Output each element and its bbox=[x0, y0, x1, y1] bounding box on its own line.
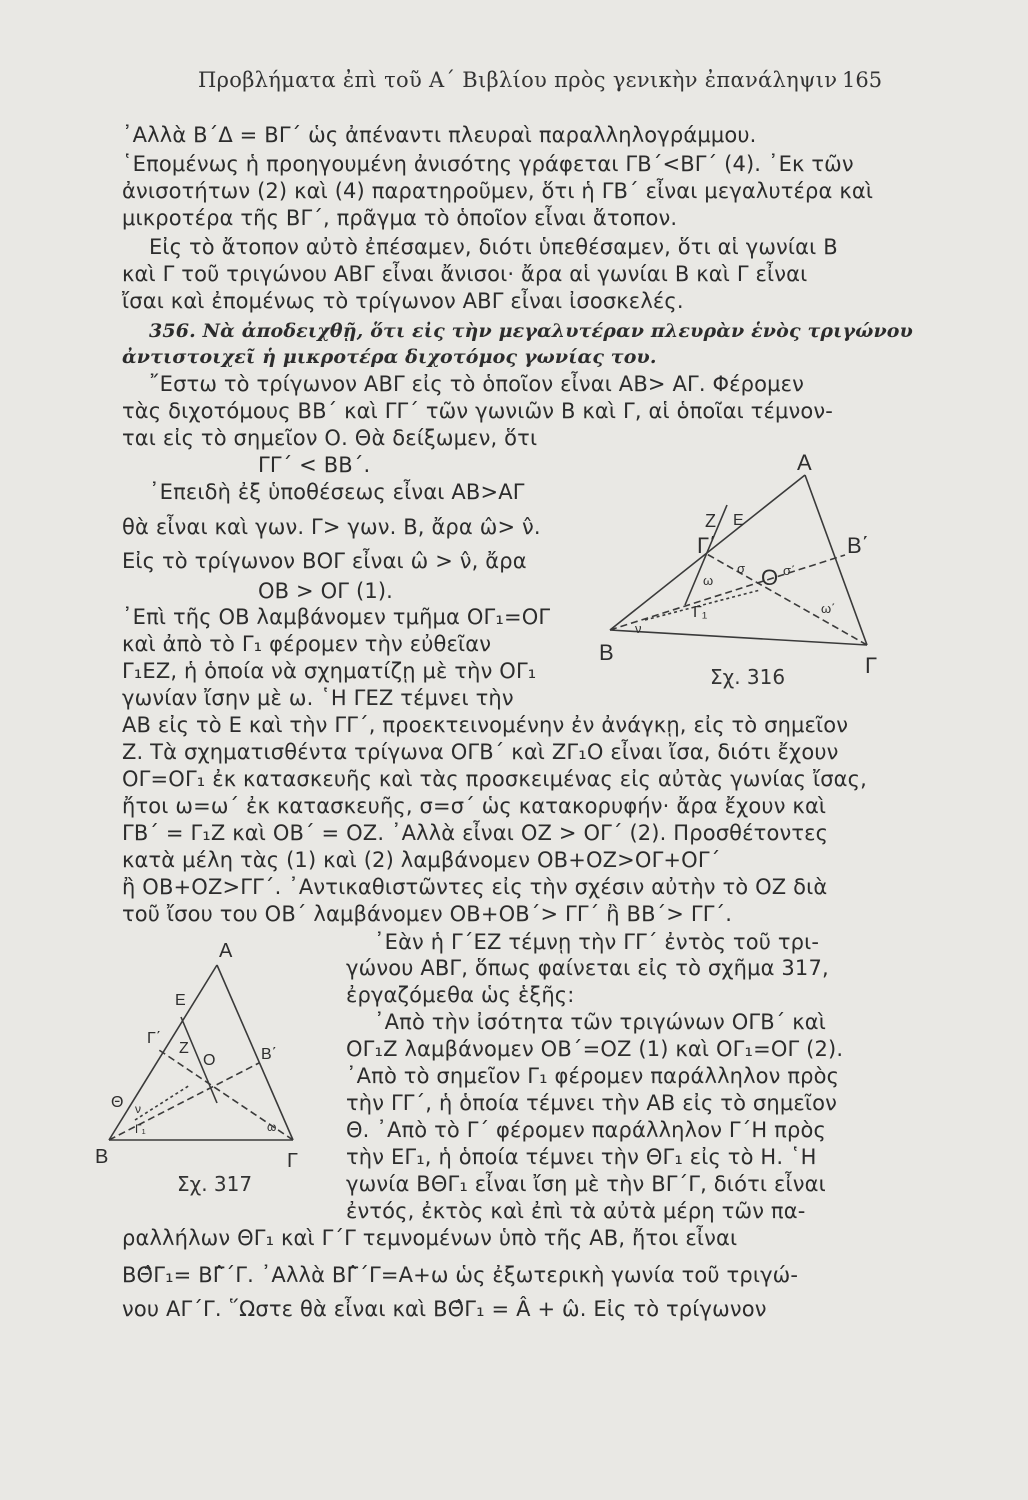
text-line: ῾Επομένως ἡ προηγουμένη ἀνισότης γράφεται ΓΒ΄<ΒΓ΄ (4). ᾿Εκ τῶν bbox=[122, 152, 854, 176]
text-line: ται εἰς τὸ σημεῖον Ο. Θὰ δείξωμεν, ὅτι bbox=[122, 426, 538, 450]
text-line: ἐργαζόμεθα ὡς ἑξῆς: bbox=[346, 983, 575, 1007]
text-line: ῎Εστω τὸ τρίγωνον ΑΒΓ εἰς τὸ ὁποῖον εἶναι ΑΒ> ΑΓ. Φέρομεν bbox=[149, 372, 805, 396]
fig316-label: Γ΄ bbox=[697, 533, 717, 558]
text-line: ἴσαι καὶ ἐπομένως τὸ τρίγωνον ΑΒΓ εἶναι ἰσοσκελές. bbox=[122, 289, 684, 313]
text-line: ᾿Απὸ τὸ σημεῖον Γ₁ φέρομεν παράλληλον πρὸς bbox=[346, 1064, 840, 1088]
text-line: ᾿Απὸ τὴν ἰσότητα τῶν τριγώνων ΟΓΒ΄ καὶ bbox=[374, 1010, 827, 1034]
text-line: ἤτοι ω=ω΄ ἐκ κατασκευῆς, σ=σ΄ ὡς κατακορυφήν· ἄρα ἔχουν καὶ bbox=[122, 794, 827, 818]
problem-number: 356. bbox=[149, 320, 196, 342]
text-line: Γ₁ΕΖ, ἡ ὁποία νὰ σχηματίζῃ μὲ τὴν ΟΓ₁ bbox=[122, 659, 537, 683]
fig317-label: Β΄ bbox=[261, 1046, 277, 1063]
text-line: τὴν ΕΓ₁, ἡ ὁποία τέμνει τὴν ΘΓ₁ εἰς τὸ Η. ῾Η bbox=[346, 1145, 817, 1169]
text-line: ᾿Επειδὴ ἐξ ὑποθέσεως εἶναι ΑΒ>ΑΓ bbox=[149, 480, 525, 504]
running-head: Προβλήματα ἐπὶ τοῦ Α΄ Βιβλίου πρὸς γενικὴν ἐπανάληψιν bbox=[198, 68, 838, 92]
text-line: μικροτέρα τῆς ΒΓ΄, πρᾶγμα τὸ ὁποῖον εἶναι ἄτοπον. bbox=[122, 206, 678, 230]
text-line: Εἰς τὸ ἄτοπον αὐτὸ ἐπέσαμεν, διότι ὑπεθέσαμεν, ὅτι αἱ γωνίαι Β bbox=[149, 235, 838, 259]
text-line: ᾿Αλλὰ Β΄Δ = ΒΓ΄ ὡς ἀπέναντι πλευραὶ παραλληλογράμμου. bbox=[122, 123, 757, 147]
text-line: καὶ Γ τοῦ τριγώνου ΑΒΓ εἶναι ἄνισοι· ἄρα αἱ γωνίαι Β καὶ Γ εἶναι bbox=[122, 262, 808, 286]
figure-316-drawing bbox=[585, 445, 885, 685]
text-line: Εἰς τὸ τρίγωνον ΒΟΓ εἶναι ω̂ > ν̂, ἄρα bbox=[122, 549, 527, 573]
text-line: ἢ ΟΒ+ΟΖ>ΓΓ΄. ᾿Αντικαθιστῶντες εἰς τὴν σχέσιν αὐτὴν τὸ ΟΖ διὰ bbox=[122, 875, 828, 899]
fig316-label: σ΄ bbox=[783, 563, 796, 578]
text-line: νου ΑΓ΄Γ. ῞Ωστε θὰ εἶναι καὶ ΒΘ̂Γ₁ = Â + ω̂. Εἰς τὸ τρίγωνον bbox=[122, 1297, 767, 1321]
fig317-label: Γ₁ bbox=[135, 1122, 146, 1136]
fig316-label: Α bbox=[797, 450, 812, 475]
text-line: Θ. ᾿Απὸ τὸ Γ΄ φέρομεν παράλληλον Γ΄Η πρὸς bbox=[346, 1118, 826, 1142]
figure-317-caption: Σχ. 317 bbox=[177, 1172, 253, 1196]
fig316-label: Β΄ bbox=[847, 533, 869, 558]
figure-316 bbox=[585, 445, 885, 689]
problem-statement bbox=[149, 318, 913, 344]
text-line: κατὰ μέλη τὰς (1) καὶ (2) λαμβάνομεν ΟΒ+ΟΖ>ΟΓ+ΟΓ΄ bbox=[122, 848, 721, 872]
text-line: Ζ. Τὰ σχηματισθέντα τρίγωνα ΟΓΒ΄ καὶ ΖΓ₁Ο εἶναι ἴσα, διότι ἔχουν bbox=[122, 740, 839, 764]
figure-316-caption: Σχ. 316 bbox=[710, 665, 786, 689]
text-line: γωνίαν ἴσην μὲ ω. ῾Η ΓΕΖ τέμνει τὴν bbox=[122, 686, 514, 710]
text-line: γώνου ΑΒΓ, ὅπως φαίνεται εἰς τὸ σχῆμα 317, bbox=[346, 956, 829, 980]
text-line: ἐντός, ἐκτὸς καὶ ἐπὶ τὰ αὐτὰ μέρη τῶν πα- bbox=[346, 1199, 806, 1223]
problem-statement-line-1: Νὰ ἀποδειχθῇ, ὅτι εἰς τὴν μεγαλυτέραν πλευρὰν ἑνὸς τριγώνου bbox=[202, 320, 913, 342]
fig316-label: Ε bbox=[733, 512, 744, 529]
fig317-label: ω bbox=[267, 1120, 277, 1134]
fig317-label: Β bbox=[95, 1146, 109, 1168]
fig317-label: Γ bbox=[287, 1150, 299, 1172]
text-line: τοῦ ἴσου του ΟΒ΄ λαμβάνομεν ΟΒ+ΟΒ΄> ΓΓ΄ ἢ ΒΒ΄> ΓΓ΄. bbox=[122, 902, 733, 926]
fig317-label: Ζ bbox=[179, 1040, 189, 1057]
text-line: θὰ εἶναι καὶ γων. Γ> γων. Β, ἄρα ω̂> ν̂. bbox=[122, 515, 541, 539]
fig317-label: Θ bbox=[111, 1094, 124, 1111]
page-number: 165 bbox=[842, 68, 883, 92]
fig316-label: Ο bbox=[761, 565, 779, 590]
fig316-label: Β bbox=[599, 640, 614, 665]
figure-317 bbox=[95, 935, 325, 1196]
page-header bbox=[0, 68, 1028, 98]
side-ag bbox=[805, 475, 867, 645]
text-line: ΟΓ₁Ζ λαμβάνομεν ΟΒ΄=ΟΖ (1) καὶ ΟΓ₁=ΟΓ (2). bbox=[346, 1037, 844, 1061]
figure-317-drawing bbox=[95, 935, 325, 1175]
fig317-label: ν bbox=[135, 1102, 141, 1116]
text-line: ἀνισοτήτων (2) καὶ (4) παρατηροῦμεν, ὅτι ἡ ΓΒ΄ εἶναι μεγαλυτέρα καὶ bbox=[122, 179, 874, 203]
text-line: ΟΒ > ΟΓ (1). bbox=[258, 579, 394, 603]
text-line: καὶ ἀπὸ τὸ Γ₁ φέρομεν τὴν εὐθεῖαν bbox=[122, 632, 492, 656]
side-bg bbox=[610, 630, 867, 645]
text-line: γωνία ΒΘΓ₁ εἶναι ἴση μὲ τὴν ΒΓ΄Γ, διότι εἶναι bbox=[346, 1172, 826, 1196]
fig316-label: ν bbox=[635, 621, 642, 636]
text-line: τὰς διχοτόμους ΒΒ΄ καὶ ΓΓ΄ τῶν γωνιῶν Β καὶ Γ, αἱ ὁποῖαι τέμνον- bbox=[122, 399, 833, 423]
fig317-label: Ο bbox=[203, 1052, 216, 1069]
fig316-label: ω bbox=[703, 573, 714, 588]
text-line: ΒΘ̂Γ₁= ΒΓ̂΄Γ. ᾿Αλλὰ ΒΓ̂΄Γ=Α+ω ὡς ἐξωτερικὴ γωνία τοῦ τριγώ- bbox=[122, 1263, 799, 1287]
text-line: ᾿Επὶ τῆς ΟΒ λαμβάνομεν τμῆμα ΟΓ₁=ΟΓ bbox=[122, 605, 551, 629]
fig317-label: Ε bbox=[175, 992, 186, 1009]
text-line: ΑΒ εἰς τὸ Ε καὶ τὴν ΓΓ΄, προεκτεινομένην ἐν ἀνάγκῃ, εἰς τὸ σημεῖον bbox=[122, 713, 849, 737]
fig317-label: Α bbox=[219, 940, 233, 962]
fig316-label: Ζ bbox=[705, 511, 716, 531]
fig316-label: σ bbox=[737, 561, 746, 576]
text-line: τὴν ΓΓ΄, ἡ ὁποία τέμνει τὴν ΑΒ εἰς τὸ σημεῖον bbox=[346, 1091, 837, 1115]
fig316-label: Γ bbox=[865, 653, 878, 678]
fig316-label: Γ₁ bbox=[693, 604, 708, 621]
text-line: ΓΓ΄ < ΒΒ΄. bbox=[258, 453, 371, 477]
text-line: ΓΒ΄ = Γ₁Ζ καὶ ΟΒ΄ = ΟΖ. ᾿Αλλὰ εἶναι ΟΖ > ΟΓ΄ (2). Προσθέτοντες bbox=[122, 821, 829, 845]
text-line: ΟΓ=ΟΓ₁ ἐκ κατασκευῆς καὶ τὰς προσκειμένας εἰς αὐτὰς γωνίας ἴσας, bbox=[122, 767, 867, 791]
fig317-label: Γ΄ bbox=[147, 1030, 162, 1047]
text-line: ᾿Εὰν ἡ Γ΄ΕΖ τέμνῃ τὴν ΓΓ΄ ἐντὸς τοῦ τρι- bbox=[374, 930, 820, 954]
fig316-label: ω΄ bbox=[821, 601, 836, 616]
problem-statement-line-2: ἀντιστοιχεῖ ἡ μικροτέρα διχοτόμος γωνίας του. bbox=[122, 346, 657, 368]
text-line: ραλλήλων ΘΓ₁ καὶ Γ΄Γ τεμνομένων ὑπὸ τῆς ΑΒ, ἤτοι εἶναι bbox=[122, 1226, 738, 1250]
